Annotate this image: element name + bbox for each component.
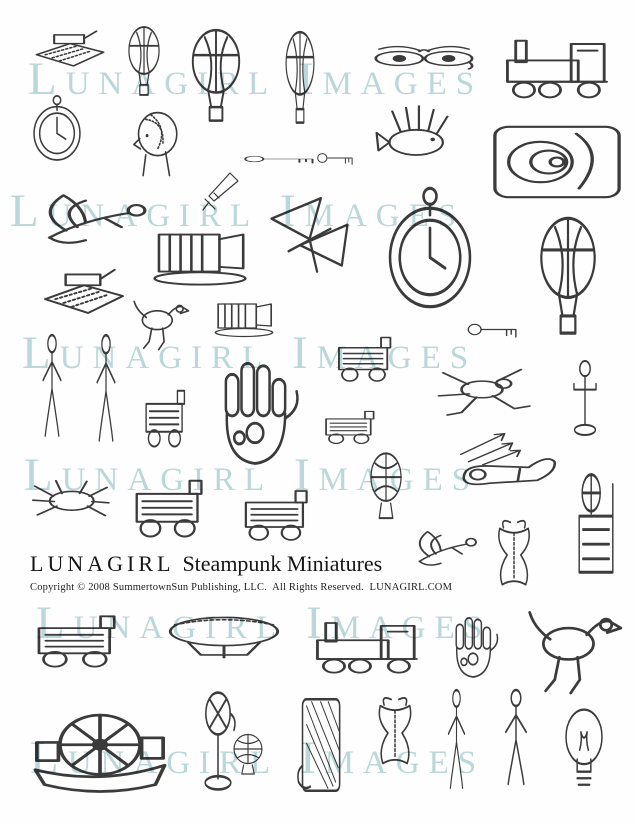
lionfish-illustration	[372, 98, 464, 172]
steam-carriage-illustration	[23, 603, 137, 677]
phrenology-head-illustration	[122, 106, 188, 180]
eyes-with-pince-nez-illustration	[368, 26, 480, 84]
watermark-text: Lunagirl Images	[10, 185, 466, 237]
title-subject: Steampunk Miniatures	[182, 551, 383, 576]
black-typewriter-illustration	[33, 256, 135, 333]
dagger-illustration	[196, 166, 246, 216]
bird-skeleton-illustration	[516, 590, 630, 702]
steam-tractor-illustration	[233, 478, 325, 550]
winged-key-illustration	[466, 306, 524, 353]
sheet-title	[30, 551, 452, 577]
paddle-steamboat-illustration	[23, 690, 177, 804]
anatomical-figure-right-illustration	[80, 333, 132, 445]
glove-hand-illustration	[443, 610, 503, 682]
box-camera-illustration	[210, 290, 278, 340]
airship-dirigible-illustration	[163, 606, 285, 673]
corset-light-illustration	[363, 693, 427, 773]
pocket-watch-illustration	[26, 93, 88, 165]
generator-cabinet-illustration	[566, 460, 626, 582]
tilted-typewriter-illustration	[26, 20, 114, 82]
copyright-line: Copyright © 2008 SummertownSun Publishing, LLC. All Rights Reserved. LUNAGIRL.COM	[30, 582, 453, 594]
heart-bow-key-illustration	[316, 138, 358, 178]
textured-textile-illustration	[291, 693, 355, 797]
balloon-on-stand-illustration	[276, 28, 324, 132]
nautilus-shell-illustration	[488, 118, 626, 206]
mechanical-hand-illustration	[203, 350, 307, 472]
bellows-camera-illustration	[146, 213, 254, 290]
skeleton-key-illustration	[242, 146, 324, 172]
sketched-balloon-illustration	[118, 24, 170, 102]
prosthetic-arm-illustration	[453, 440, 561, 512]
watermark-text: Lunagirl Images	[22, 327, 478, 379]
gentleman-uniform-illustration	[486, 688, 546, 788]
caption-block	[30, 551, 452, 593]
mechanical-bird-illustration	[126, 288, 194, 355]
armillary-sphere-illustration	[224, 730, 272, 780]
mangle-machine-illustration	[123, 466, 221, 548]
winged-flying-man-illustration	[22, 176, 160, 264]
brand-name: LUNAGIRL	[30, 551, 175, 576]
watermark-text: Lunagirl Images	[30, 732, 486, 784]
traction-engine-illustration	[308, 610, 426, 682]
mechanical-pump-illustration	[138, 376, 196, 458]
crayfish-machine-illustration	[26, 466, 114, 533]
frog-skeleton-illustration	[428, 360, 536, 424]
steam-cart-illustration	[316, 403, 388, 450]
sewing-machine-illustration	[328, 326, 406, 390]
pocket-barometer-illustration	[376, 183, 484, 316]
flying-machine-glider-illustration	[262, 188, 357, 290]
corset-dark-illustration	[483, 516, 545, 594]
watermark-text: Lunagirl Images	[36, 597, 492, 649]
anatomical-figure-left-illustration	[26, 333, 78, 440]
telephone-stand-illustration	[556, 356, 614, 440]
light-bulb-illustration	[553, 703, 615, 797]
watermark-text: Lunagirl Images	[28, 53, 484, 105]
ornate-sphere-illustration	[360, 446, 412, 528]
ornate-hot-air-balloon-illustration	[176, 26, 256, 130]
watermark-text: Lunagirl Images	[24, 449, 480, 501]
steam-locomotive-illustration	[498, 26, 616, 108]
gentleman-long-coat-illustration	[433, 688, 480, 792]
netted-balloon-illustration	[522, 213, 614, 345]
